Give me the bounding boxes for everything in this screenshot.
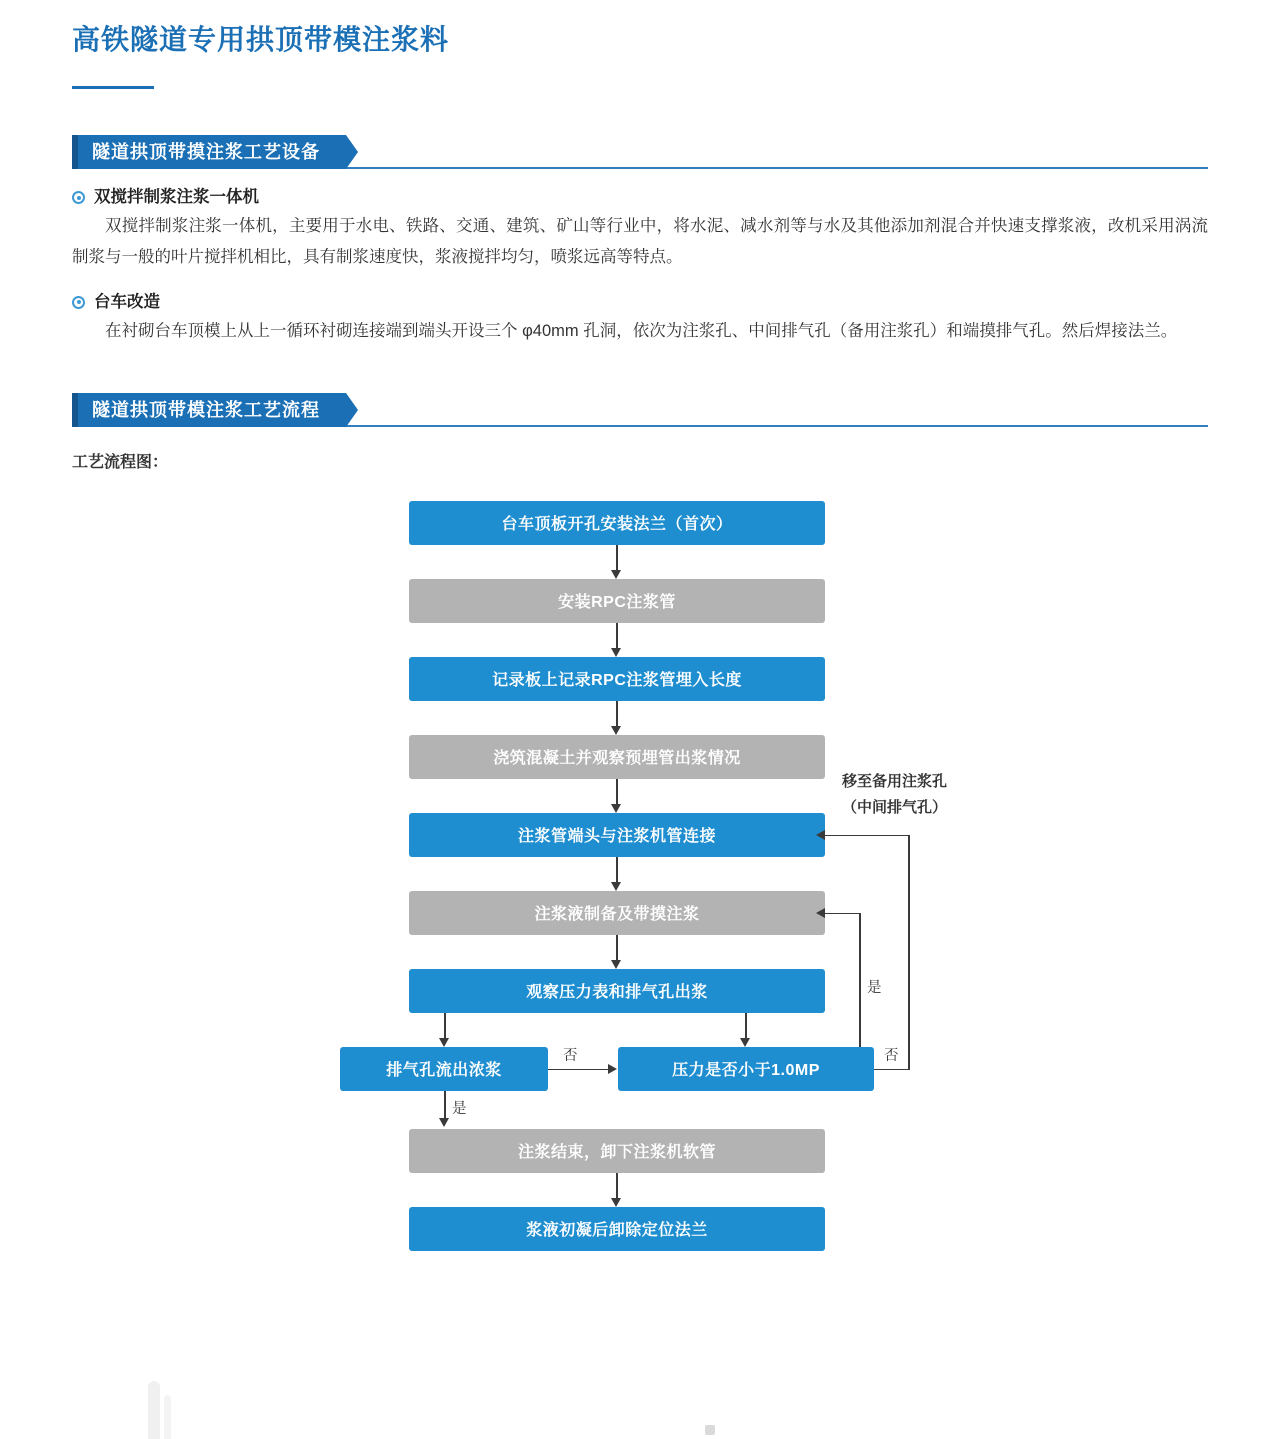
flow-node-8: 排气孔流出浓浆 (340, 1047, 548, 1091)
list-item-label: 双搅拌制浆注浆一体机 (94, 188, 259, 206)
page-title: 高铁隧道专用拱顶带模注浆料 (72, 24, 450, 55)
flow-connector (444, 1013, 446, 1038)
title-underline (72, 86, 154, 89)
section-header-equipment (72, 135, 1208, 169)
flow-node-10: 注浆结束，卸下注浆机软管 (409, 1129, 825, 1173)
watermark-tower-icon (148, 1381, 160, 1439)
watermark-tower-small-icon (164, 1395, 171, 1439)
bullet-circle-icon (72, 191, 85, 204)
flow-arrow-icon (611, 570, 621, 579)
flow-arrow-icon (611, 1198, 621, 1207)
list-item-paragraph: 在衬砌台车顶模上从上一循环衬砌连接端到端头开设三个 φ40mm 孔洞，依次为注浆孔、中间排气孔（备用注浆孔）和端摸排气孔。然后焊接法兰。 (105, 321, 1178, 340)
flowchart-caption: 工艺流程图： (72, 453, 169, 471)
flow-connector (616, 545, 618, 570)
flow-arrow-icon (439, 1118, 449, 1127)
flow-edge-label-no-left: 否 (563, 1047, 578, 1064)
flow-edge-label-no-right: 否 (884, 1047, 899, 1064)
flow-node-1: 台车顶板开孔安装法兰（首次） (409, 501, 825, 545)
list-item-label: 台车改造 (94, 292, 160, 311)
flow-arrow-icon (439, 1038, 449, 1047)
flow-connector (444, 1091, 446, 1118)
flow-connector (745, 1013, 747, 1038)
flow-annotation-line2: （中间排气孔） (842, 798, 948, 816)
flow-arrow-icon (816, 830, 825, 840)
flow-connector (859, 913, 861, 1047)
flow-node-7: 观察压力表和排气孔出浆 (409, 969, 825, 1013)
flow-node-2: 安装RPC注浆管 (409, 579, 825, 623)
flow-arrow-icon (611, 960, 621, 969)
flow-connector (823, 913, 860, 915)
flowchart (72, 486, 1208, 1286)
section-header-label: 隧道拱顶带模注浆工艺流程 (72, 393, 346, 427)
flow-arrow-icon (740, 1038, 750, 1047)
section-header-accent (72, 135, 78, 169)
watermark-graphic (120, 1369, 210, 1439)
flow-arrow-icon (611, 804, 621, 813)
flow-annotation (842, 769, 947, 821)
flow-connector (616, 701, 618, 726)
flow-arrow-icon (608, 1064, 617, 1074)
flow-connector (874, 1069, 909, 1071)
flow-connector (823, 835, 909, 837)
flow-connector (616, 935, 618, 960)
flow-node-4: 浇筑混凝土并观察预埋管出浆情况 (409, 735, 825, 779)
section-header-label: 隧道拱顶带摸注浆工艺设备 (72, 135, 346, 169)
list-item (72, 290, 1208, 314)
flow-connector (616, 779, 618, 804)
list-item-paragraph: 双搅拌制浆注浆一体机，主要用于水电、铁路、交通、建筑、矿山等行业中，将水泥、减水剂等与水及其他添加剂混合并快速支撑浆液，改机采用涡流制浆与一般的叶片搅拌机相比，具有制浆速度快，浆液搅拌均匀，喷浆远高等特点。 (72, 217, 1208, 266)
bullet-circle-icon (72, 296, 85, 309)
flow-annotation-line1: 移至备用注浆孔 (842, 772, 948, 790)
flow-node-3: 记录板上记录RPC注浆管埋入长度 (409, 657, 825, 701)
flow-connector (616, 623, 618, 648)
flow-edge-label-yes-right: 是 (867, 979, 882, 996)
flow-node-6: 注浆液制备及带摸注浆 (409, 891, 825, 935)
flow-arrow-icon (816, 908, 825, 918)
flow-node-11: 浆液初凝后卸除定位法兰 (409, 1207, 825, 1251)
watermark-dot-icon (705, 1425, 715, 1435)
section-header-accent (72, 393, 78, 427)
flow-connector (908, 835, 910, 1070)
list-item (72, 185, 1208, 209)
flow-edge-label-yes-down: 是 (452, 1100, 467, 1117)
section-equipment (72, 135, 1208, 347)
flow-connector (616, 857, 618, 882)
flow-connector (616, 1173, 618, 1198)
flow-arrow-icon (611, 726, 621, 735)
flow-connector (548, 1069, 608, 1071)
flow-arrow-icon (611, 648, 621, 657)
section-header-process (72, 393, 1208, 427)
flow-node-5: 注浆管端头与注浆机管连接 (409, 813, 825, 857)
flow-arrow-icon (611, 882, 621, 891)
flow-node-9: 压力是否小于1.0MP (618, 1047, 874, 1091)
section-process (72, 393, 1208, 1286)
